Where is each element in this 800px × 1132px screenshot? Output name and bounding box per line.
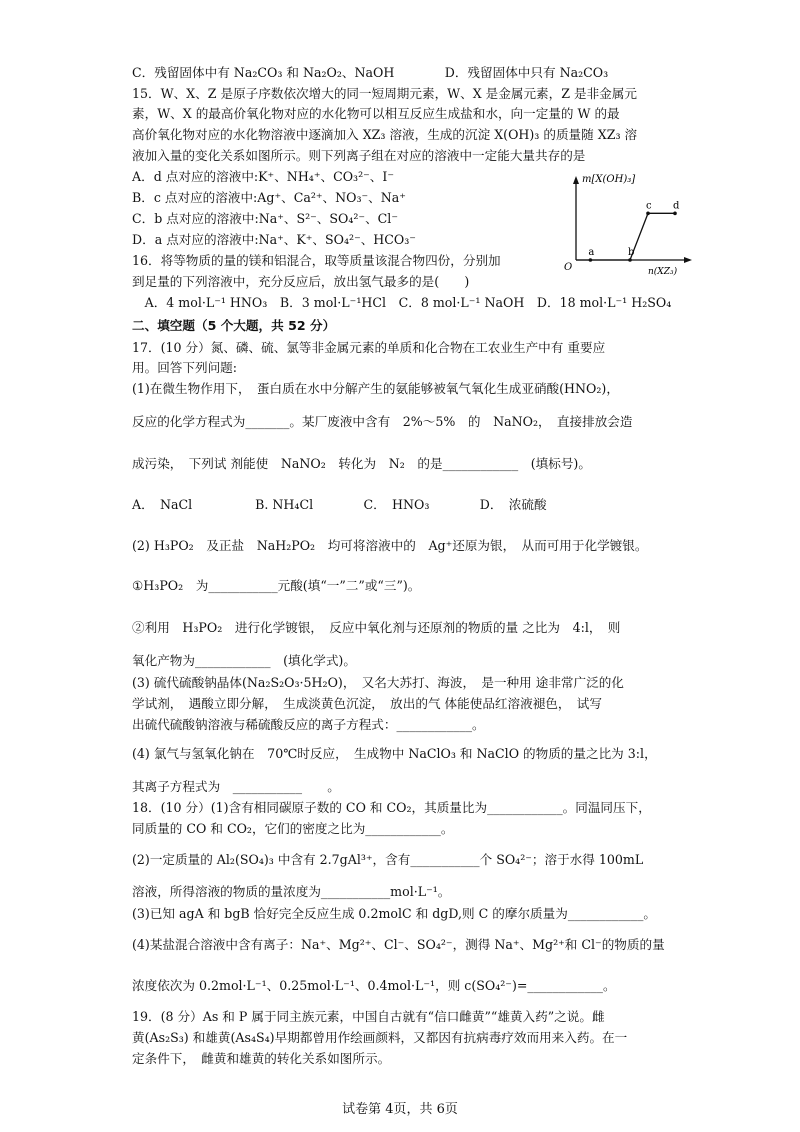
text-line: C．残留固体中有 Na₂CO₃ 和 Na₂O₂、NaOH D．残留固体中只有 Na₂CO₃ bbox=[132, 65, 609, 80]
text-line: (3)已知 agA 和 bgB 恰好完全反应生成 0.2molC 和 dgD,则 C 的摩尔质量为____________。 bbox=[132, 906, 656, 921]
precipitate-graph bbox=[556, 170, 696, 280]
text-line: C．b 点对应的溶液中:Na⁺、S²⁻、SO₄²⁻、Cl⁻ bbox=[132, 211, 398, 226]
text-line: 反应的化学方程式为_______。某厂废液中含有 2%～5% 的 NaNO₂， 直接排放会造 bbox=[132, 414, 633, 429]
text-line: (1)在微生物作用下， 蛋白质在水中分解产生的氨能够被氧气氧化生成亚硝酸(HNO₂)， bbox=[132, 381, 619, 396]
graph-point-label: c bbox=[646, 200, 652, 212]
text-line: (4) 氯气与氢氧化钠在 70℃时反应， 生成物中 NaClO₃ 和 NaClO 的物质的量之比为 3:l， bbox=[132, 746, 657, 761]
y-axis-label: m[X(OH)₃] bbox=[582, 174, 636, 185]
text-line: 学试剂， 遇酸立即分解， 生成淡黄色沉淀， 放出的气 体能使品红溶液褪色， 试写 bbox=[132, 696, 602, 711]
text-line: B．c 点对应的溶液中:Ag⁺、Ca²⁺、NO₃⁻、Na⁺ bbox=[132, 190, 406, 205]
text-line: 其离子方程式为 ___________ 。 bbox=[132, 779, 340, 794]
graph-point-c bbox=[646, 212, 650, 216]
text-line: A．d 点对应的溶液中:K⁺、NH₄⁺、CO₃²⁻、I⁻ bbox=[132, 169, 395, 184]
text-line: (3) 硫代硫酸钠晶体(Na₂S₂O₃·5H₂O)， 又名大苏打、海波， 是一种用 途非常广泛的化 bbox=[132, 675, 624, 690]
x-axis-label: n(XZ₃) bbox=[648, 267, 678, 277]
graph-point-d bbox=[673, 212, 677, 216]
text-line: 高价氧化物对应的水化物溶液中逐滴加入 XZ₃ 溶液，生成的沉淀 X(OH)₃ 的质量随 XZ₃ 溶 bbox=[132, 127, 638, 142]
graph-point-label: b bbox=[628, 247, 635, 258]
text-line: 用。回答下列问题: bbox=[132, 360, 237, 375]
graph-point-label: a bbox=[588, 247, 595, 258]
text-line: A． NaCl B. NH₄Cl C． HNO₃ D． 浓硫酸 bbox=[132, 497, 547, 512]
text-line: 15．W、X、Z 是原子序数依次增大的同一短周期元素，W、X 是金属元素，Z 是非金属元 bbox=[132, 86, 637, 101]
text-line: 出硫代硫酸钠溶液与稀硫酸反应的离子方程式：____________。 bbox=[132, 717, 485, 732]
text-line: ②利用 H₃PO₂ 进行化学镀银， 反应中氧化剂与还原剂的物质的量 之比为 4:l， 则 bbox=[132, 620, 621, 635]
text-line: ①H₃PO₂ 为___________元酸(填“一”二”或“三”)。 bbox=[132, 578, 421, 593]
text-line: 19．(8 分）As 和 P 属于同主族元素，中国自古就有“信口雌黄”“雄黄入药”之说。雌 bbox=[132, 1009, 605, 1024]
text-line: 氧化产物为____________ (填化学式)。 bbox=[132, 653, 356, 668]
graph-point-a bbox=[589, 258, 593, 262]
text-line: 液加入量的变化关系如图所示。则下列离子组在对应的溶液中一定能大量共存的是 bbox=[132, 148, 586, 163]
text-line: A．4 mol·L⁻¹ HNO₃ B．3 mol·L⁻¹HCl C．8 mol·L⁻¹ NaOH D．18 mol·L⁻¹ H₂SO₄ bbox=[132, 295, 672, 310]
graph-point-b bbox=[628, 258, 632, 262]
text-line: (2) H₃PO₂ 及正盐 NaH₂PO₂ 均可将溶液中的 Ag⁺还原为银， 从而可用于化学镀银。 bbox=[132, 538, 648, 553]
x-axis-arrow bbox=[684, 257, 692, 263]
text-line: 同质量的 CO 和 CO₂，它们的密度之比为____________。 bbox=[132, 821, 454, 836]
text-line: 二、填空题（5 个大题，共 52 分） bbox=[132, 318, 336, 333]
text-line: (4)某盐混合溶液中含有离子：Na⁺、Mg²⁺、Cl⁻、SO₄²⁻，测得 Na⁺、Mg²⁺和 Cl⁻的物质的量 bbox=[132, 937, 665, 952]
origin-label: O bbox=[564, 262, 573, 273]
y-axis-arrow bbox=[573, 176, 579, 184]
text-line: 17．(10 分）氮、磷、硫、氯等非金属元素的单质和化合物在工农业生产中有 重要应 bbox=[132, 340, 606, 355]
page-footer: 试卷第 4页，共 6页 bbox=[342, 1102, 458, 1117]
text-line: 18．(10 分）(1)含有相同碳原子数的 CO 和 CO₂，其质量比为____________。同温同压下， bbox=[132, 800, 651, 815]
text-line: 成污染， 下列试 剂能使 NaNO₂ 转化为 N₂ 的是____________ (填标号)。 bbox=[132, 456, 591, 471]
text-line: (2)一定质量的 Al₂(SO₄)₃ 中含有 2.7gAl³⁺，含有___________个 SO₄²⁻；溶于水得 100mL bbox=[132, 852, 644, 867]
text-line: 溶液，所得溶液的物质的量浓度为___________mol·L⁻¹。 bbox=[132, 884, 451, 899]
text-line: 16．将等物质的量的镁和铝混合，取等质量该混合物四份，分别加 bbox=[132, 253, 501, 268]
text-line: 浓度依次为 0.2mol·L⁻¹、0.25mol·L⁻¹、0.4mol·L⁻¹，则 c(SO₄²⁻)=____________。 bbox=[132, 978, 616, 993]
text-line: 黄(As₂S₃) 和雄黄(As₄S₄)早期都曾用作绘画颜料，又都因有抗病毒疗效而用来入药。在一 bbox=[132, 1030, 628, 1045]
text-line: D．a 点对应的溶液中:Na⁺、K⁺、SO₄²⁻、HCO₃⁻ bbox=[132, 232, 416, 247]
text-line: 到足量的下列溶液中，充分反应后，放出氢气最多的是( ) bbox=[132, 274, 470, 289]
text-line: 素，W、X 的最高价氧化物对应的水化物可以相互反应生成盐和水，向一定量的 W 的最 bbox=[132, 106, 620, 121]
text-line: 定条件下， 雌黄和雄黄的转化关系如图所示。 bbox=[132, 1051, 391, 1066]
graph-point-label: d bbox=[673, 200, 680, 212]
